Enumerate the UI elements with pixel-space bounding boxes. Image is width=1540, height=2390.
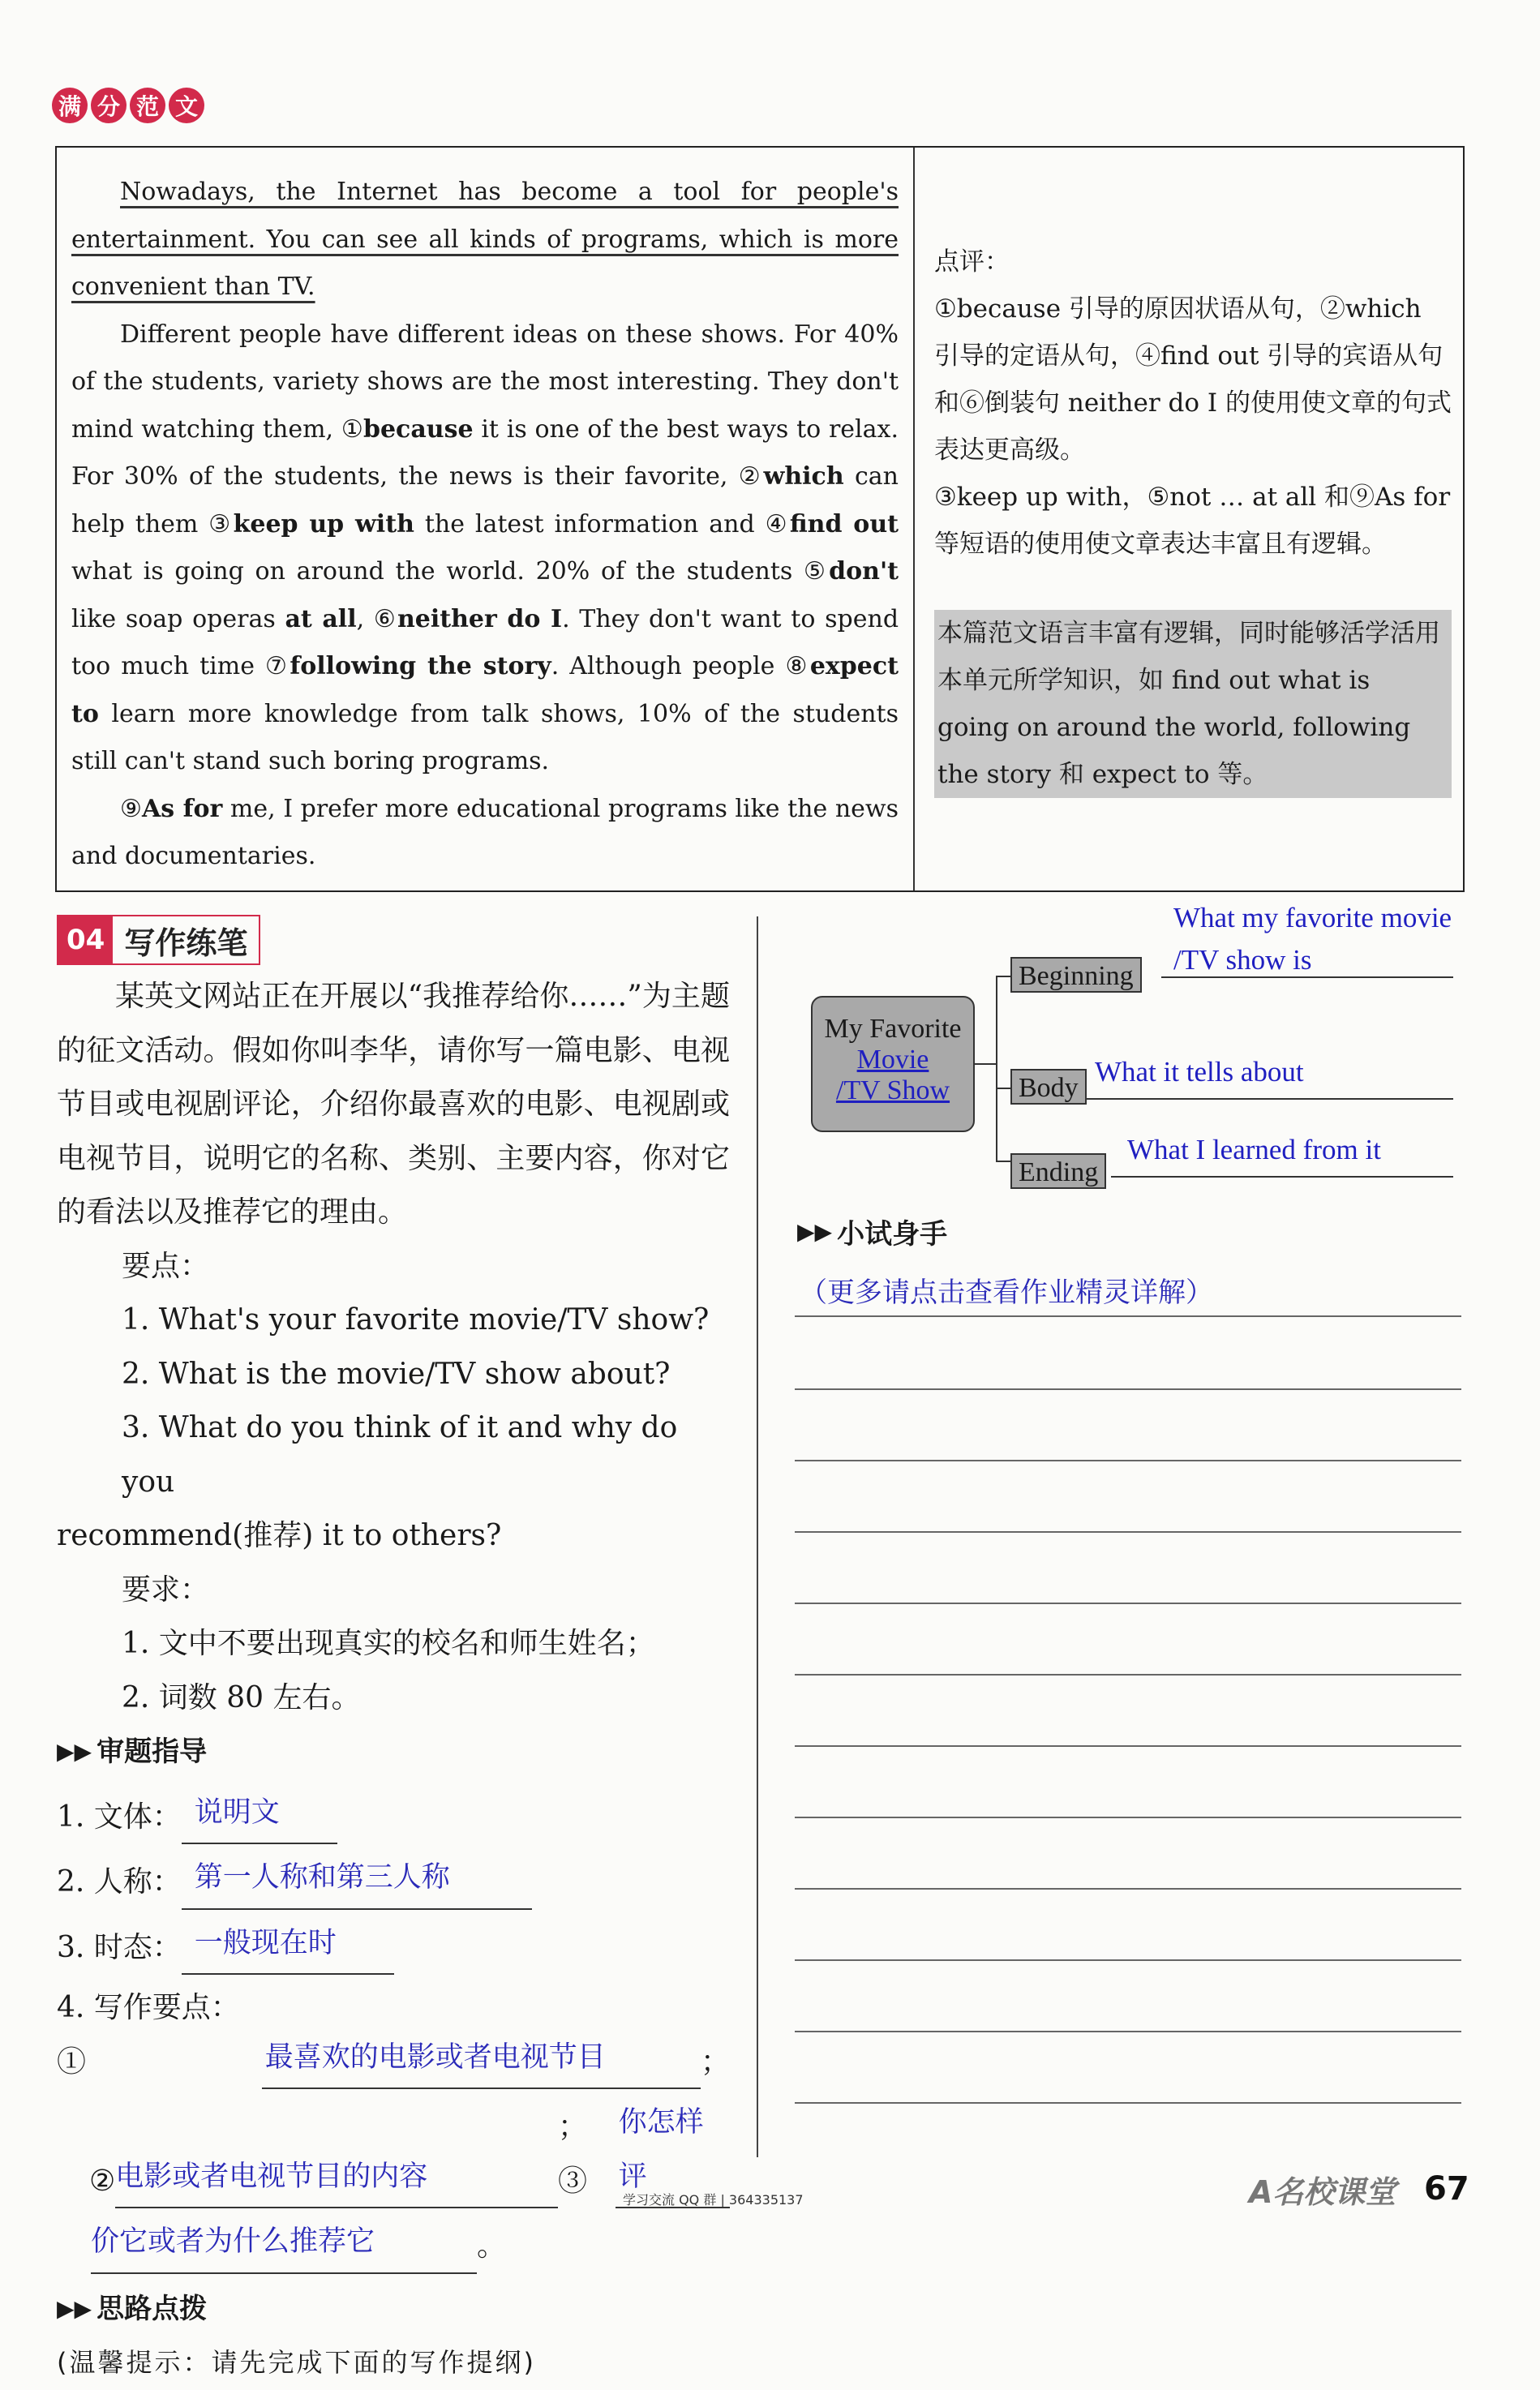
mindmap-center-line3: /TV Show <box>835 1075 950 1105</box>
emphasized-phrase: because <box>362 414 474 444</box>
period: 。 <box>477 2229 507 2263</box>
emphasized-phrase: find out <box>789 509 899 539</box>
mindmap-connector <box>996 976 1010 977</box>
answer-beginning-1[interactable]: What my favorite movie <box>1173 902 1452 933</box>
emphasized-phrase: keep up with <box>233 509 414 539</box>
emphasized-phrase: at all <box>285 604 357 633</box>
essay-paragraph-3: ⑨As for me, I prefer more educational programs like the news and documentaries. <box>71 794 899 870</box>
answer-line <box>1087 1098 1453 1100</box>
writing-line[interactable] <box>795 1959 1461 1961</box>
writing-prompt: 某英文网站正在开展以“我推荐给你……”为主题的征文活动。假如你叫李华，请你写一篇电影、电视节目或电视剧评论，介绍你最喜欢的电影、电视剧或电视节目，说明它的名称、类别、主要内容，你对它的看法以及推荐它的理由。 <box>57 980 730 1229</box>
double-triangle-icon: ▶▶ <box>57 2294 92 2322</box>
mindmap-connector <box>996 1161 1010 1162</box>
mindmap-center <box>811 996 975 1132</box>
practice-title: 小试身手 <box>837 1218 948 1251</box>
section-heading <box>57 915 260 965</box>
page-number: 67 <box>1424 2170 1469 2208</box>
column-divider <box>757 916 758 2157</box>
tense-label: 3. 时态： <box>57 1930 182 1964</box>
point2-prefix: ② <box>89 2164 116 2198</box>
point2-answer[interactable]: 电影或者电视节目的内容 <box>115 2150 558 2209</box>
double-triangle-icon: ▶▶ <box>797 1218 833 1245</box>
point3-answer-b[interactable]: 价它或者为什么推荐它 <box>91 2215 477 2274</box>
mindmap-node-ending: Ending <box>1010 1153 1106 1189</box>
hint-note: (温馨提示：请先完成下面的写作提纲) <box>57 2347 536 2378</box>
point-3-cont: recommend(推荐) it to others? <box>57 1519 502 1552</box>
person-label: 2. 人称： <box>57 1865 182 1899</box>
practice-heading <box>797 1212 947 1251</box>
point-2: 2. What is the movie/TV show about? <box>122 1357 671 1391</box>
mindmap-center-line1: My Favorite <box>824 1014 962 1044</box>
emphasized-phrase: neither do I <box>397 604 563 633</box>
writing-line[interactable] <box>795 1315 1461 1317</box>
mindmap-connector <box>996 976 997 1161</box>
mindmap-center-line2: Movie <box>856 1045 929 1075</box>
writing-line[interactable] <box>795 1745 1461 1747</box>
detail-link[interactable]: （更多请点击查看作业精灵详解） <box>800 1277 1213 1309</box>
sample-essay-box <box>55 146 1465 892</box>
mindmap-connector <box>996 1088 1010 1089</box>
writing-line[interactable] <box>795 2102 1461 2104</box>
essay-paragraph-2: Different people have different ideas on these shows. For 40% of the students, variety shows are the most interesting. They don't mind watching them, ①because it is one of the best ways to relax. For 30% of the students, the news is their favorite, ②which can help them ③keep up with the latest information and ④find out what is going on around the world. 20% of the students ⑤don't like soap operas at all, ⑥neither do I. They don't want to spend too much time ⑦following the story. Although people ⑧expect to learn more knowledge from talk shows, 10% of the students still can't stand such boring programs. <box>71 320 899 775</box>
mindmap-node-beginning: Beginning <box>1010 957 1142 993</box>
semicolon: ； <box>700 2045 730 2079</box>
comment-highlight: 本篇范文语言丰富有逻辑，同时能够活学活用本单元所学知识，如 find out what is going on around the world, following the story 和 expect to 等。 <box>934 610 1452 798</box>
emphasized-phrase: which <box>763 462 844 491</box>
badge-char: 范 <box>130 88 165 123</box>
hint-heading <box>57 2282 730 2336</box>
point-3: 3. What do you think of it and why do you <box>122 1411 678 1499</box>
point3-answer-a[interactable]: 你怎样评 <box>616 2096 730 2208</box>
answer-body[interactable]: What it tells about <box>1095 1056 1304 1088</box>
writing-line[interactable] <box>795 1388 1461 1390</box>
tense-row <box>57 1916 730 1976</box>
answer-beginning-2[interactable]: /TV show is <box>1173 944 1312 976</box>
points-row-3 <box>57 2215 730 2274</box>
comment-paragraph-2: ③keep up with，⑤not … at all 和⑨As for 等短语的使用使文章表达丰富且有逻辑。 <box>934 483 1451 559</box>
double-triangle-icon: ▶▶ <box>57 1738 92 1765</box>
section-number: 04 <box>58 916 113 963</box>
answer-ending[interactable]: What I learned from it <box>1127 1134 1381 1165</box>
writing-line[interactable] <box>795 1674 1461 1676</box>
point3-prefix: ；③ <box>558 2110 588 2198</box>
essay-text <box>57 148 915 890</box>
answer-line <box>1161 976 1453 978</box>
points-label: 4. 写作要点：① <box>57 1991 240 2079</box>
requirement-1: 1. 文中不要出现真实的校名和师生姓名； <box>122 1627 655 1660</box>
writing-line[interactable] <box>795 1817 1461 1818</box>
answer-line <box>1111 1176 1453 1178</box>
point1-answer[interactable]: 最喜欢的电影或者电视节目 <box>262 2031 701 2090</box>
hint-title: 思路点拨 <box>97 2292 208 2325</box>
guide-title: 审题指导 <box>97 1736 208 1768</box>
emphasized-phrase: expect to <box>71 652 899 728</box>
badge-char: 分 <box>91 88 127 123</box>
essay-comment <box>916 148 1463 798</box>
essay-paragraph-1: Nowadays, the Internet has become a tool for people's entertainment. You can see all kinds of programs, which is more convenient than TV. <box>71 178 899 301</box>
tense-answer[interactable]: 一般现在时 <box>182 1916 394 1976</box>
person-answer[interactable]: 第一人称和第三人称 <box>182 1851 532 1910</box>
badge-char: 满 <box>52 88 88 123</box>
person-row <box>57 1851 730 1910</box>
genre-row <box>57 1786 730 1845</box>
points-title: 要点： <box>122 1249 210 1283</box>
section-badge <box>52 88 204 123</box>
comment-paragraph-1: ①because 引导的原因状语从句，②which 引导的定语从句，④find out 引导的宾语从句和⑥倒装句 neither do I 的使用使文章的句式表达更高级。 <box>934 294 1452 465</box>
points-row <box>57 1981 730 2089</box>
left-column <box>57 970 730 2390</box>
mindmap-node-body: Body <box>1010 1069 1087 1105</box>
emphasized-phrase: As for <box>141 794 223 823</box>
emphasized-phrase: following the story <box>290 652 551 680</box>
badge-char: 文 <box>169 88 204 123</box>
writing-line[interactable] <box>795 1531 1461 1533</box>
writing-line[interactable] <box>795 1888 1461 1890</box>
brand-logo: A名校课堂 <box>1249 2174 1396 2210</box>
footer-qq-group: 学习交流 QQ 群 | 364335137 <box>623 2192 804 2208</box>
emphasized-phrase: don't <box>829 557 899 586</box>
genre-label: 1. 文体： <box>57 1800 182 1834</box>
point-1: 1. What's your favorite movie/TV show? <box>122 1303 710 1337</box>
comment-title: 点评： <box>934 247 1010 277</box>
writing-line[interactable] <box>795 1603 1461 1604</box>
requirement-2: 2. 词数 80 左右。 <box>122 1680 361 1714</box>
writing-line[interactable] <box>795 1460 1461 1461</box>
section-title: 写作练笔 <box>124 925 248 961</box>
requirements-title: 要求： <box>122 1573 210 1607</box>
genre-answer[interactable]: 说明文 <box>182 1786 337 1845</box>
guide-heading <box>57 1725 730 1779</box>
writing-line[interactable] <box>795 2031 1461 2032</box>
mindmap-connector <box>975 1063 997 1065</box>
